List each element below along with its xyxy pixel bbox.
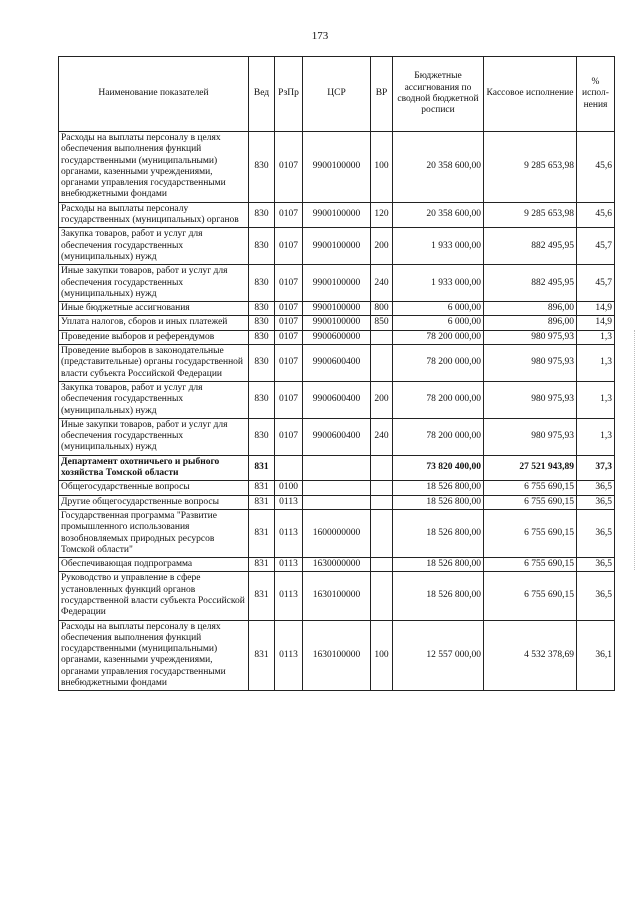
scan-edge-mark	[634, 330, 637, 570]
table-row	[59, 481, 615, 495]
cell-csr: 9900600000	[303, 330, 371, 344]
table-row	[59, 381, 615, 418]
header-vr: ВР	[371, 57, 393, 132]
cell-budget: 78 200 000,00	[393, 418, 484, 455]
cell-budget: 1 933 000,00	[393, 228, 484, 265]
cell-vr	[371, 509, 393, 557]
cell-csr: 9900100000	[303, 302, 371, 316]
cell-rzpr: 0113	[275, 509, 303, 557]
cell-name: Уплата налогов, сборов и иных платежей	[59, 316, 249, 330]
cell-vr: 100	[371, 620, 393, 691]
table-row	[59, 265, 615, 302]
header-cash: Кассовое исполнение	[484, 57, 577, 132]
cell-pct: 1,3	[577, 330, 615, 344]
cell-cash: 4 532 378,69	[484, 620, 577, 691]
cell-csr: 9900600400	[303, 418, 371, 455]
cell-ved: 830	[249, 265, 275, 302]
cell-csr: 9900100000	[303, 228, 371, 265]
cell-csr	[303, 481, 371, 495]
cell-budget: 18 526 800,00	[393, 509, 484, 557]
header-name: Наименование показателей	[59, 57, 249, 132]
cell-name: Иные закупки товаров, работ и услуг для обеспечения государственных (муниципальных) нужд	[59, 418, 249, 455]
cell-cash: 980 975,93	[484, 418, 577, 455]
cell-pct: 1,3	[577, 345, 615, 382]
cell-pct: 1,3	[577, 381, 615, 418]
cell-ved: 831	[249, 455, 275, 481]
cell-csr	[303, 495, 371, 509]
cell-vr: 100	[371, 132, 393, 203]
cell-cash: 980 975,93	[484, 345, 577, 382]
cell-budget: 20 358 600,00	[393, 202, 484, 228]
cell-vr: 200	[371, 228, 393, 265]
cell-ved: 830	[249, 202, 275, 228]
cell-pct: 45,7	[577, 228, 615, 265]
cell-name: Расходы на выплаты персоналу в целях обеспечения выполнения функций государственными (муниципальными) органами, казенными учреждениями, органами управления государственными внебюджетными фондами	[59, 620, 249, 691]
cell-name: Государственная программа "Развитие промышленного использования возобновляемых природных ресурсов Томской области"	[59, 509, 249, 557]
cell-csr: 1630100000	[303, 572, 371, 620]
cell-name: Закупка товаров, работ и услуг для обеспечения государственных (муниципальных) нужд	[59, 381, 249, 418]
cell-rzpr: 0107	[275, 202, 303, 228]
cell-name: Расходы на выплаты персоналу в целях обеспечения выполнения функций государственными (муниципальными) органами, казенными учреждениями, органами управления государственными внебюджетными фондами	[59, 132, 249, 203]
cell-vr: 240	[371, 418, 393, 455]
cell-csr: 9900100000	[303, 202, 371, 228]
cell-vr	[371, 345, 393, 382]
cell-ved: 830	[249, 228, 275, 265]
cell-rzpr: 0113	[275, 558, 303, 572]
cell-pct: 36,1	[577, 620, 615, 691]
cell-name: Департамент охотничьего и рыбного хозяйства Томской области	[59, 455, 249, 481]
cell-ved: 830	[249, 381, 275, 418]
table-row	[59, 455, 615, 481]
table-row	[59, 228, 615, 265]
cell-pct: 36,5	[577, 572, 615, 620]
cell-name: Проведение выборов и референдумов	[59, 330, 249, 344]
cell-vr: 200	[371, 381, 393, 418]
cell-csr: 9900600400	[303, 345, 371, 382]
cell-vr: 850	[371, 316, 393, 330]
cell-pct: 45,6	[577, 132, 615, 203]
cell-pct: 14,9	[577, 302, 615, 316]
cell-name: Общегосударственные вопросы	[59, 481, 249, 495]
header-rzpr: РзПр	[275, 57, 303, 132]
cell-pct: 36,5	[577, 495, 615, 509]
cell-rzpr: 0107	[275, 418, 303, 455]
cell-ved: 831	[249, 481, 275, 495]
cell-rzpr: 0107	[275, 381, 303, 418]
cell-budget: 12 557 000,00	[393, 620, 484, 691]
cell-budget: 73 820 400,00	[393, 455, 484, 481]
cell-rzpr: 0107	[275, 228, 303, 265]
cell-pct: 45,7	[577, 265, 615, 302]
cell-pct: 36,5	[577, 481, 615, 495]
cell-ved: 830	[249, 316, 275, 330]
cell-cash: 6 755 690,15	[484, 572, 577, 620]
cell-cash: 882 495,95	[484, 265, 577, 302]
cell-ved: 830	[249, 330, 275, 344]
table-row	[59, 558, 615, 572]
cell-cash: 6 755 690,15	[484, 558, 577, 572]
cell-pct: 1,3	[577, 418, 615, 455]
cell-csr: 1630000000	[303, 558, 371, 572]
table-row	[59, 330, 615, 344]
table-row	[59, 620, 615, 691]
table-row	[59, 509, 615, 557]
cell-pct: 36,5	[577, 558, 615, 572]
cell-budget: 18 526 800,00	[393, 558, 484, 572]
header-ved: Вед	[249, 57, 275, 132]
cell-budget: 18 526 800,00	[393, 572, 484, 620]
cell-vr	[371, 455, 393, 481]
cell-vr: 800	[371, 302, 393, 316]
cell-vr: 120	[371, 202, 393, 228]
table-row	[59, 202, 615, 228]
cell-name: Иные закупки товаров, работ и услуг для обеспечения государственных (муниципальных) нужд	[59, 265, 249, 302]
cell-csr: 9900100000	[303, 132, 371, 203]
cell-cash: 882 495,95	[484, 228, 577, 265]
cell-csr: 1600000000	[303, 509, 371, 557]
table-row	[59, 132, 615, 203]
table-row	[59, 572, 615, 620]
cell-cash: 6 755 690,15	[484, 481, 577, 495]
cell-pct: 37,3	[577, 455, 615, 481]
cell-cash: 27 521 943,89	[484, 455, 577, 481]
cell-cash: 9 285 653,98	[484, 132, 577, 203]
cell-rzpr: 0113	[275, 495, 303, 509]
cell-name: Руководство и управление в сфере установленных функций органов государственной власти субъекта Российской Федерации	[59, 572, 249, 620]
table-row	[59, 345, 615, 382]
cell-vr	[371, 481, 393, 495]
cell-budget: 78 200 000,00	[393, 345, 484, 382]
cell-rzpr: 0107	[275, 132, 303, 203]
cell-budget: 18 526 800,00	[393, 481, 484, 495]
cell-ved: 830	[249, 345, 275, 382]
cell-rzpr: 0107	[275, 330, 303, 344]
cell-cash: 6 755 690,15	[484, 509, 577, 557]
cell-cash: 896,00	[484, 316, 577, 330]
cell-cash: 6 755 690,15	[484, 495, 577, 509]
table-body	[59, 132, 615, 691]
table-row	[59, 302, 615, 316]
cell-rzpr: 0113	[275, 572, 303, 620]
cell-name: Другие общегосударственные вопросы	[59, 495, 249, 509]
cell-cash: 980 975,93	[484, 330, 577, 344]
cell-name: Иные бюджетные ассигнования	[59, 302, 249, 316]
header-csr: ЦСР	[303, 57, 371, 132]
cell-budget: 1 933 000,00	[393, 265, 484, 302]
cell-ved: 830	[249, 418, 275, 455]
cell-ved: 831	[249, 558, 275, 572]
cell-csr: 9900100000	[303, 265, 371, 302]
cell-name: Закупка товаров, работ и услуг для обеспечения государственных (муниципальных) нужд	[59, 228, 249, 265]
cell-csr: 9900600400	[303, 381, 371, 418]
cell-budget: 78 200 000,00	[393, 330, 484, 344]
cell-name: Обеспечивающая подпрограмма	[59, 558, 249, 572]
cell-budget: 78 200 000,00	[393, 381, 484, 418]
cell-csr: 9900100000	[303, 316, 371, 330]
cell-budget: 20 358 600,00	[393, 132, 484, 203]
table-row	[59, 495, 615, 509]
cell-ved: 830	[249, 302, 275, 316]
cell-ved: 831	[249, 620, 275, 691]
cell-vr	[371, 572, 393, 620]
cell-budget: 6 000,00	[393, 302, 484, 316]
table-row	[59, 418, 615, 455]
cell-name: Проведение выборов в законодательные (представительные) органы государственной власти субъекта Российской Федерации	[59, 345, 249, 382]
cell-vr: 240	[371, 265, 393, 302]
cell-csr: 1630100000	[303, 620, 371, 691]
cell-rzpr	[275, 455, 303, 481]
table-row	[59, 316, 615, 330]
cell-vr	[371, 330, 393, 344]
cell-vr	[371, 558, 393, 572]
cell-ved: 831	[249, 495, 275, 509]
header-budget: Бюджетные ассигнования по сводной бюджетной росписи	[393, 57, 484, 132]
cell-budget: 6 000,00	[393, 316, 484, 330]
cell-ved: 831	[249, 572, 275, 620]
cell-name: Расходы на выплаты персоналу государственных (муниципальных) органов	[59, 202, 249, 228]
header-pct: % испол-нения	[577, 57, 615, 132]
cell-csr	[303, 455, 371, 481]
cell-pct: 45,6	[577, 202, 615, 228]
cell-pct: 36,5	[577, 509, 615, 557]
cell-budget: 18 526 800,00	[393, 495, 484, 509]
cell-cash: 9 285 653,98	[484, 202, 577, 228]
page-number: 173	[311, 30, 329, 42]
cell-rzpr: 0107	[275, 345, 303, 382]
cell-rzpr: 0100	[275, 481, 303, 495]
cell-cash: 980 975,93	[484, 381, 577, 418]
cell-ved: 830	[249, 132, 275, 203]
cell-rzpr: 0113	[275, 620, 303, 691]
cell-rzpr: 0107	[275, 265, 303, 302]
budget-execution-table	[58, 56, 615, 691]
cell-rzpr: 0107	[275, 302, 303, 316]
cell-rzpr: 0107	[275, 316, 303, 330]
cell-ved: 831	[249, 509, 275, 557]
cell-cash: 896,00	[484, 302, 577, 316]
cell-pct: 14,9	[577, 316, 615, 330]
table-header-row	[59, 57, 615, 132]
cell-vr	[371, 495, 393, 509]
